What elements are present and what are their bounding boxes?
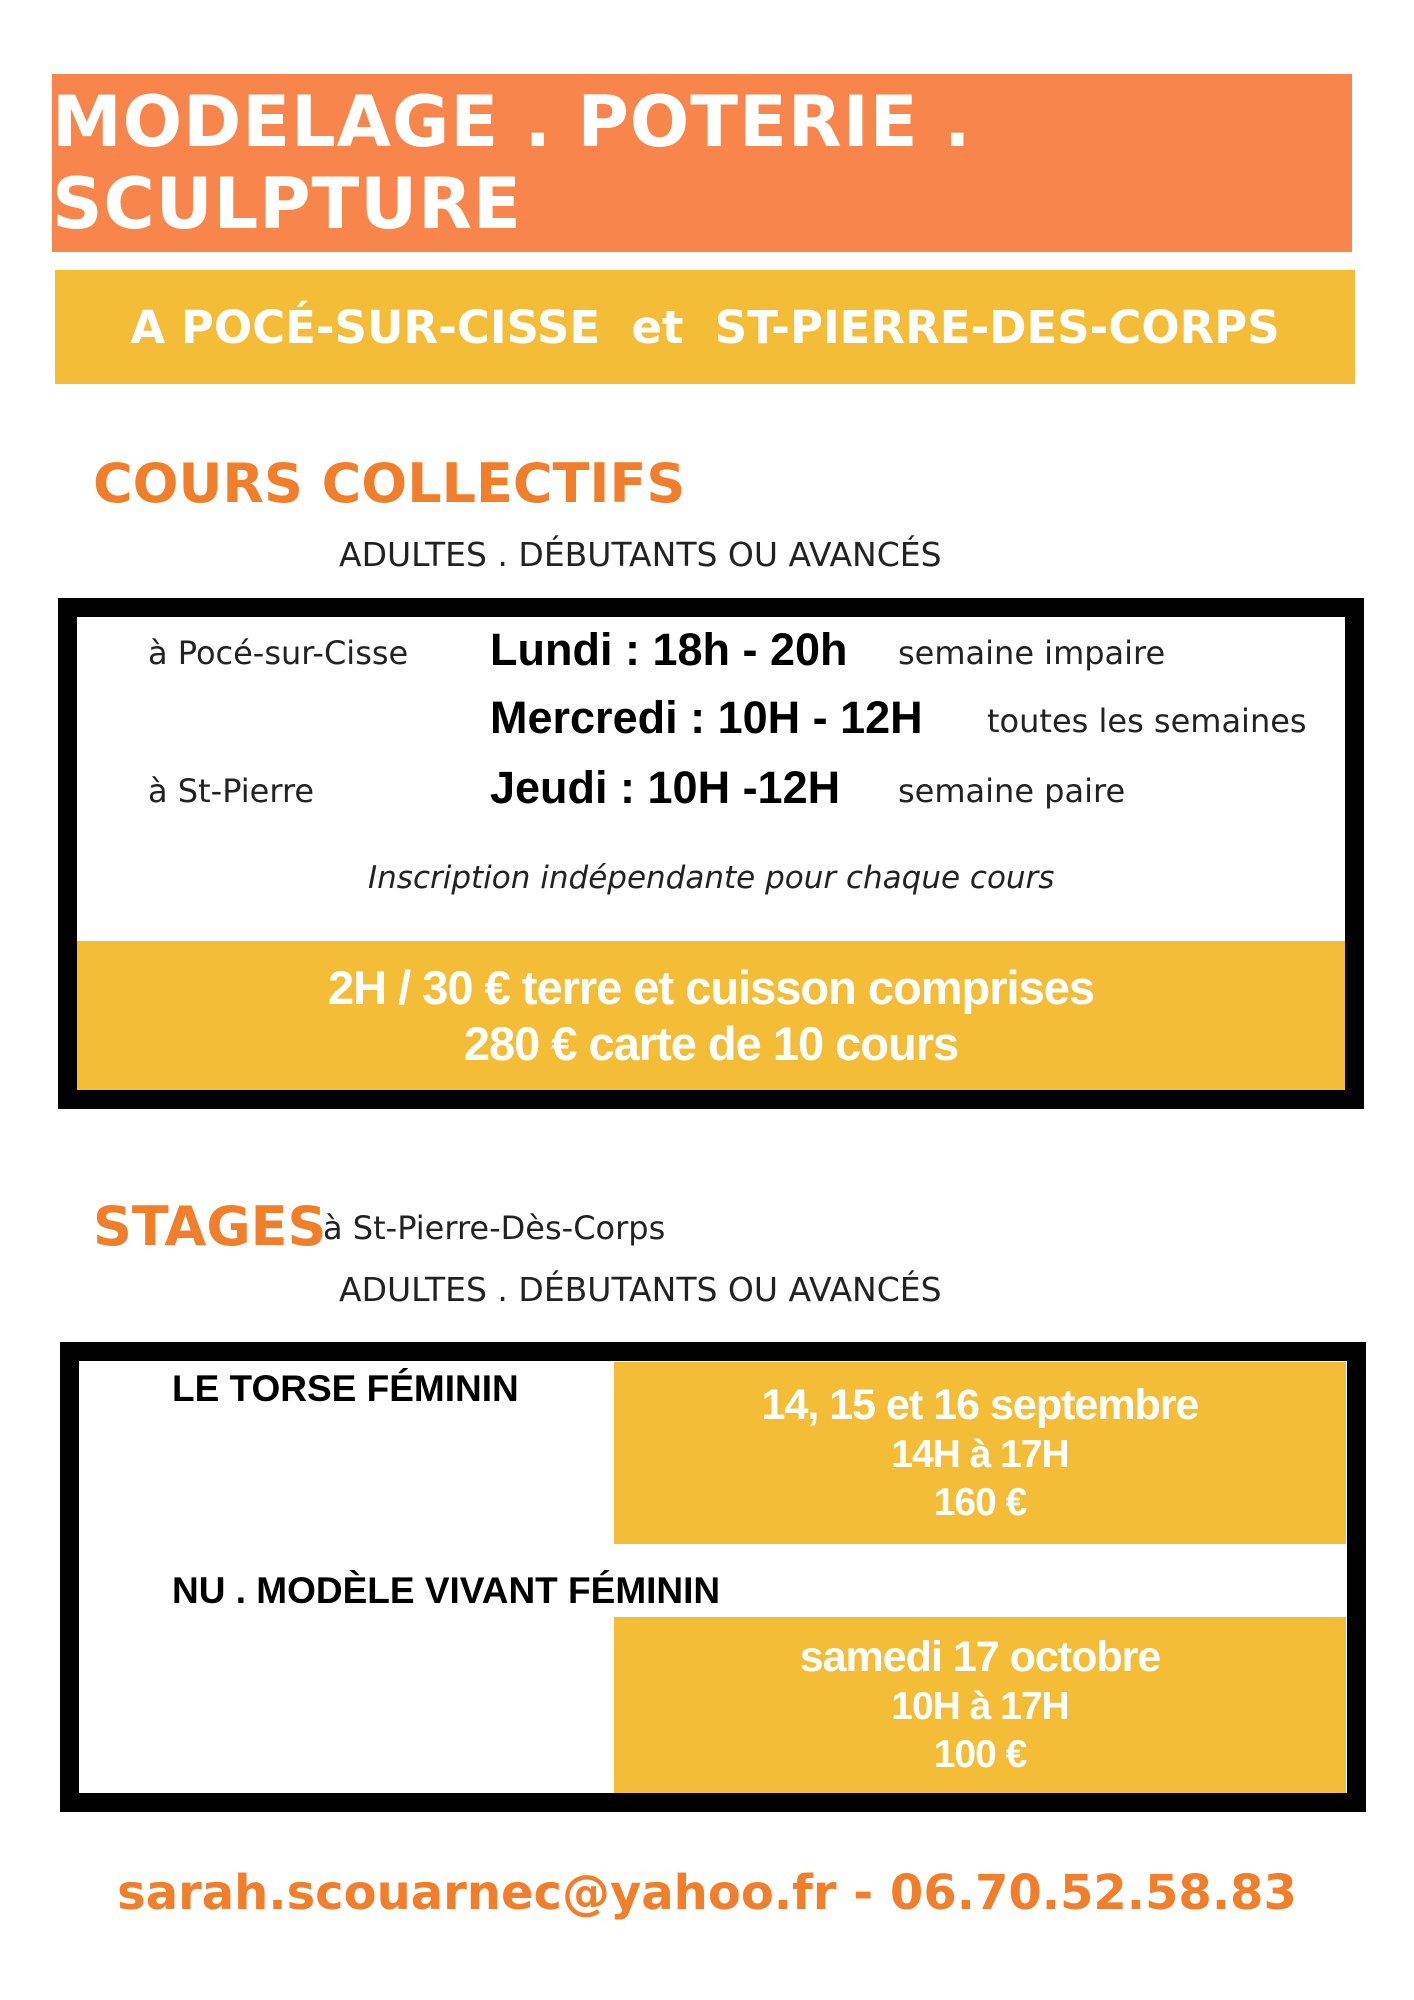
contact-info: sarah.scouarnec@yahoo.fr - 06.70.52.58.83 xyxy=(117,1865,1297,1921)
schedule-day: Jeudi : 10H -12H xyxy=(490,762,841,813)
stage-price: 100 € xyxy=(933,1733,1027,1776)
schedule-location: à Pocé-sur-Cisse xyxy=(148,634,409,672)
stage-hours: 14H à 17H xyxy=(891,1433,1069,1476)
stage-name: LE TORSE FÉMININ xyxy=(172,1368,519,1409)
cours-audience: ADULTES . DÉBUTANTS OU AVANCÉS xyxy=(339,535,942,574)
locations-text: A POCÉ-SUR-CISSE et ST-PIERRE-DES-CORPS xyxy=(130,300,1280,354)
stages-location: à St-Pierre-Dès-Corps xyxy=(323,1209,666,1247)
schedule-frequency: toutes les semaines xyxy=(987,702,1307,740)
page-title: MODELAGE . POTERIE . SCULPTURE xyxy=(52,81,972,245)
cours-title: COURS COLLECTIFS xyxy=(93,452,686,515)
stage-name: NU . MODÈLE VIVANT FÉMININ xyxy=(172,1570,721,1611)
stage-hours: 10H à 17H xyxy=(891,1685,1069,1728)
schedule-frequency: semaine paire xyxy=(898,772,1126,810)
title-banner xyxy=(52,74,1352,252)
price-card: 280 € carte de 10 cours xyxy=(463,1016,959,1070)
schedule-frequency: semaine impaire xyxy=(898,634,1166,672)
inscription-note: Inscription indépendante pour chaque cours xyxy=(368,860,1055,896)
schedule-location: à St-Pierre xyxy=(148,772,315,810)
locations-banner xyxy=(55,270,1355,384)
schedule-day: Mercredi : 10H - 12H xyxy=(490,692,923,743)
stage-info-block xyxy=(614,1362,1346,1544)
cours-price-band xyxy=(77,941,1345,1090)
schedule-day: Lundi : 18h - 20h xyxy=(490,624,848,675)
stage-info-block xyxy=(614,1617,1346,1793)
stage-dates: samedi 17 octobre xyxy=(799,1633,1161,1681)
stage-dates: 14, 15 et 16 septembre xyxy=(761,1381,1199,1429)
stages-audience: ADULTES . DÉBUTANTS OU AVANCÉS xyxy=(339,1270,942,1309)
stages-title: STAGES xyxy=(93,1195,327,1258)
stage-price: 160 € xyxy=(933,1481,1027,1524)
price-per-class: 2H / 30 € terre et cuisson comprises xyxy=(328,960,1094,1014)
